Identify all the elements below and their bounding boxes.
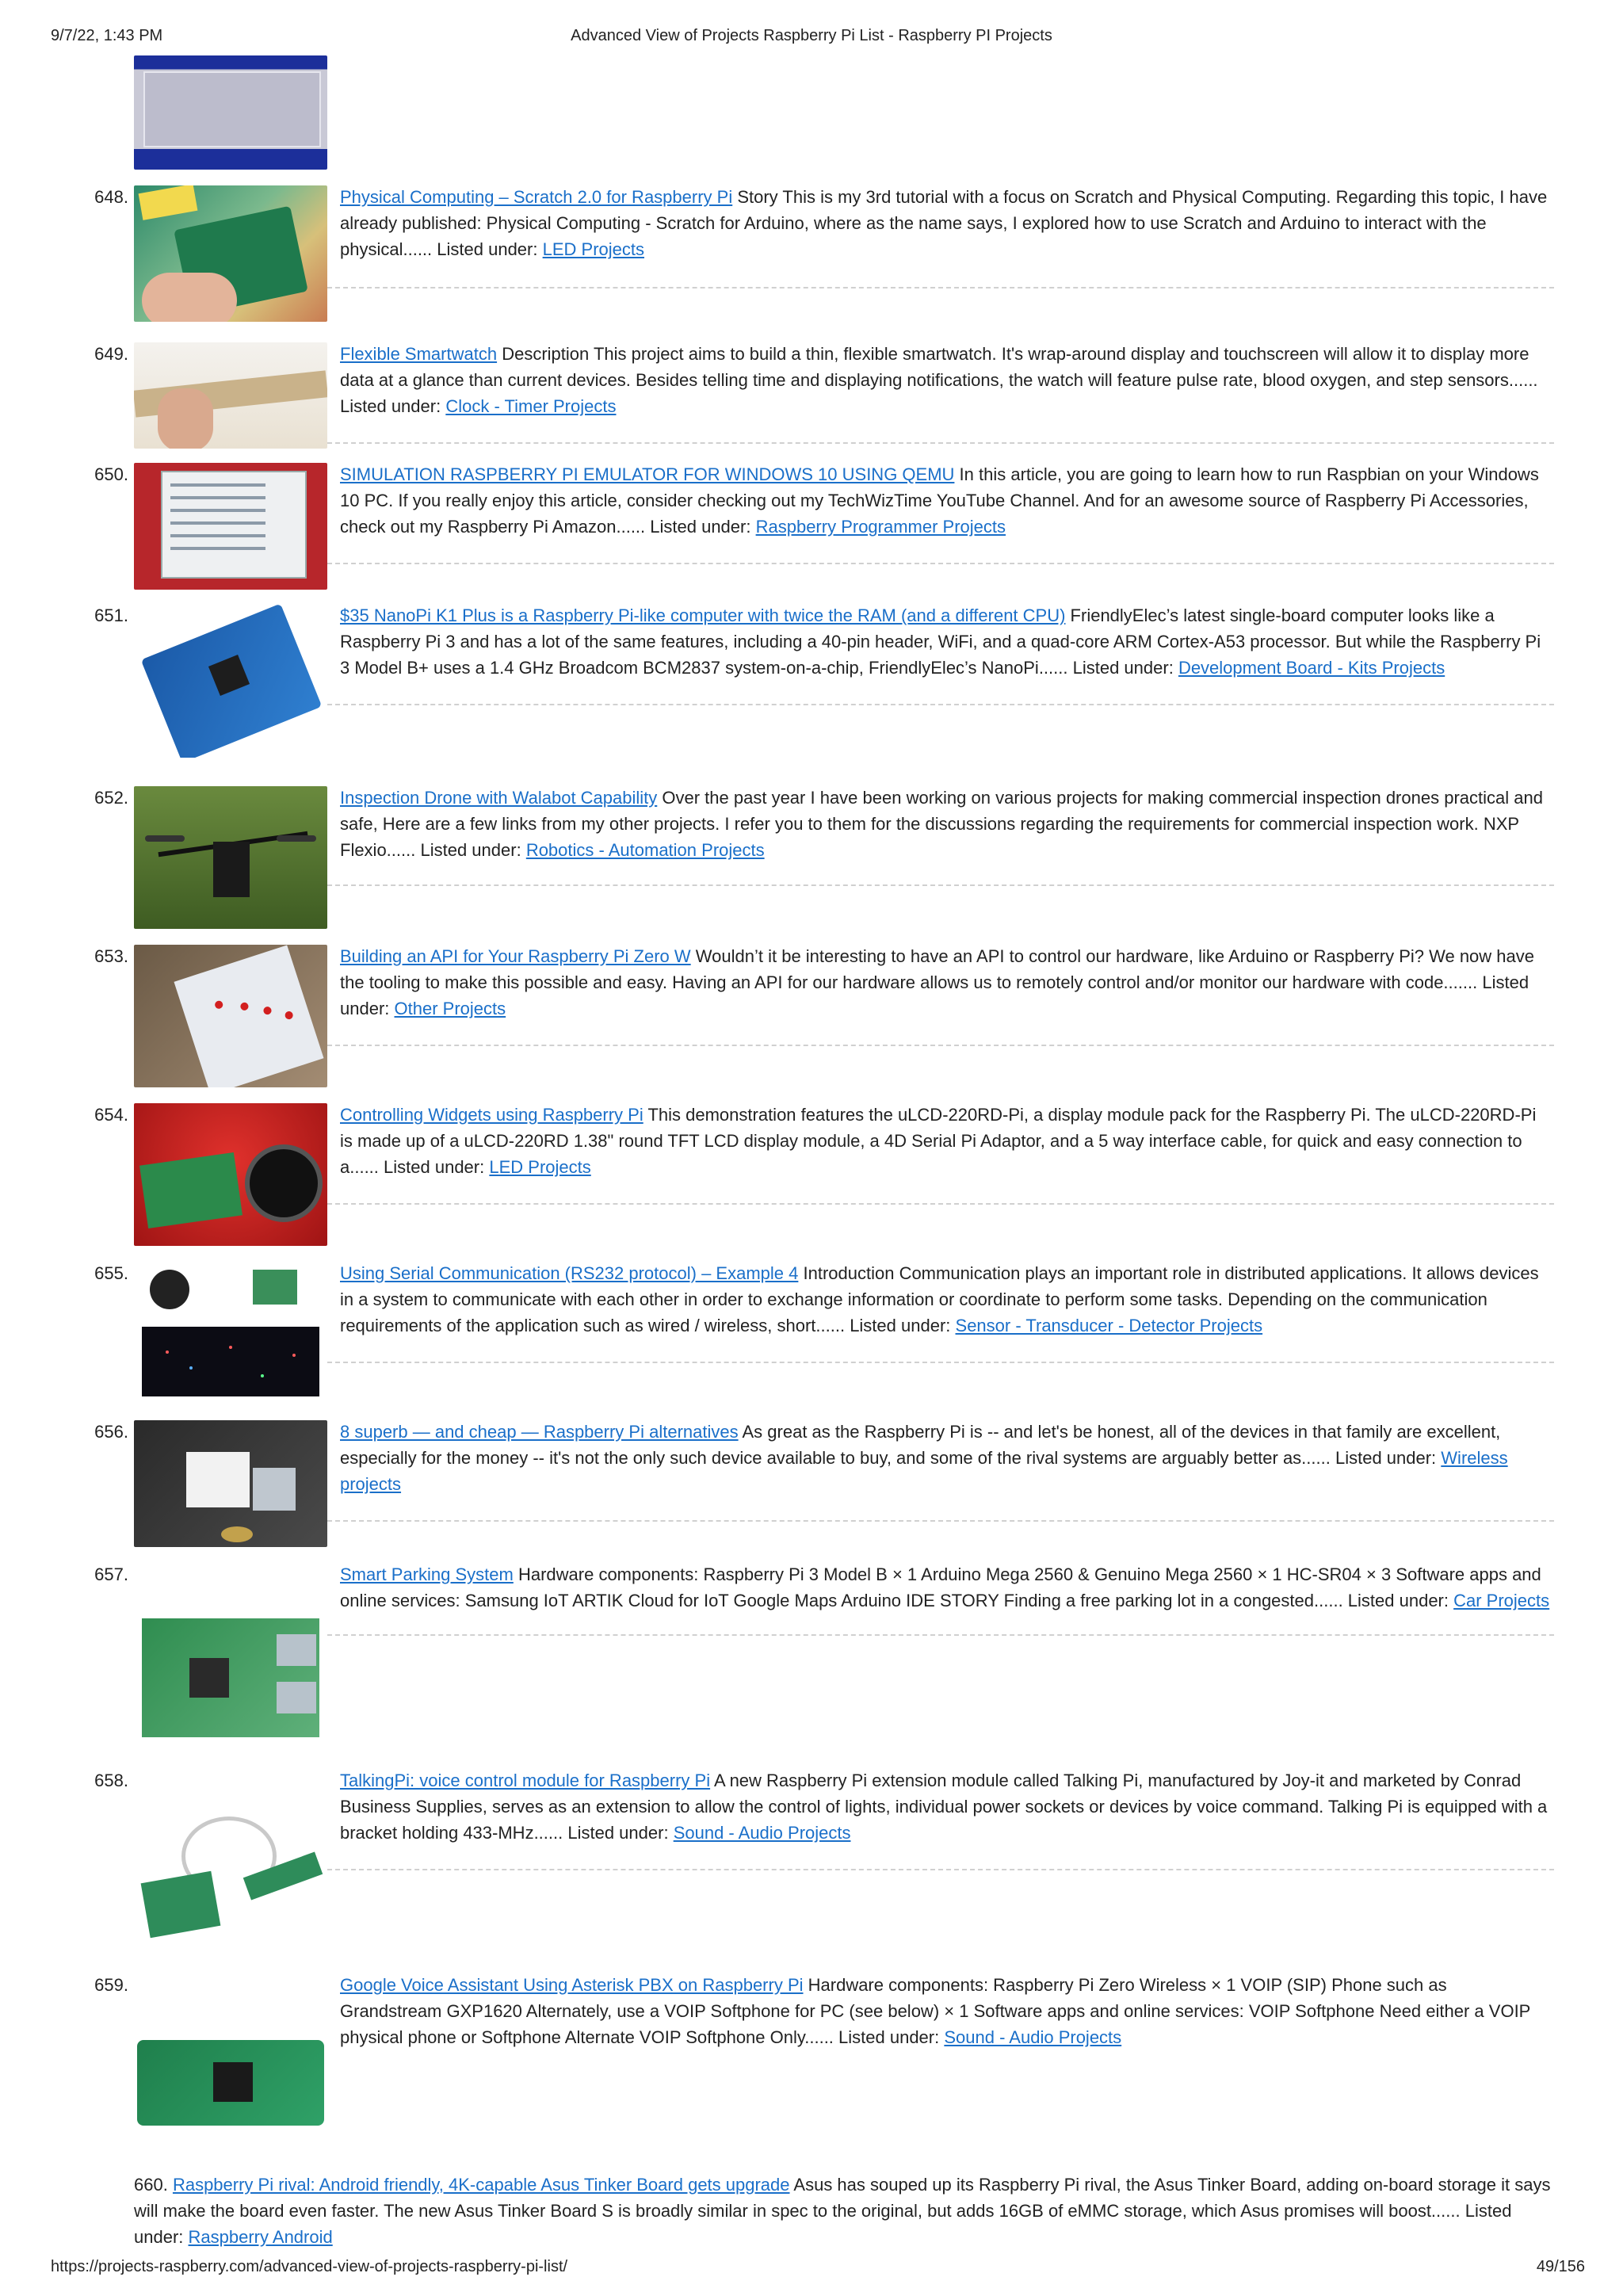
project-link[interactable]: $35 NanoPi K1 Plus is a Raspberry Pi-like computer with twice the RAM (and a different CPU) — [340, 606, 1066, 625]
divider — [327, 442, 1554, 444]
item-number: 650. — [94, 464, 128, 484]
item-number: 658. — [94, 1771, 128, 1790]
category-link[interactable]: Raspberry Android — [188, 2227, 333, 2247]
category-link[interactable]: Development Board - Kits Projects — [1178, 658, 1445, 678]
thumbnail-image[interactable] — [134, 1769, 327, 1950]
item-text: $35 NanoPi K1 Plus is a Raspberry Pi-like computer with twice the RAM (and a different CPU) FriendlyElec’s latest single-board computer looks like a Raspberry Pi 3 and has a lot of the same features, including a 40-pin header, WiFi, and a quad-core ARM Cortex-A53 processor. But while the Raspberry Pi 3 Model B+ uses a 1.4 GHz Broadcom BCM2837 system-on-a-chip, FriendlyElec’s NanoPi...... Listed under: Development Board - Kits Projects — [340, 606, 1541, 678]
print-title: Advanced View of Projects Raspberry Pi List - Raspberry PI Projects — [571, 27, 1052, 44]
project-link[interactable]: Smart Parking System — [340, 1564, 514, 1584]
item-number: 653. — [94, 946, 128, 966]
item-text: Physical Computing – Scratch 2.0 for Raspberry Pi Story This is my 3rd tutorial with a focus on Scratch and Physical Computing. Regarding this topic, I have already published: Physical Computing - Scratch for Arduino, where as the name says, I explored how to use Scratch and Arduino to interact with the physical...... Listed under: LED Projects — [340, 187, 1548, 259]
item-number: 659. — [94, 1975, 128, 1995]
project-link[interactable]: Physical Computing – Scratch 2.0 for Raspberry Pi — [340, 187, 733, 207]
item-text: TalkingPi: voice control module for Raspberry Pi A new Raspberry Pi extension module called Talking Pi, manufactured by Joy-it and marketed by Conrad Business Supplies, serves as an extension to allow the control of lights, individual power sockets or devices by voice command. Talking Pi is equipped with a bracket holding 433-MHz...... Listed under: Sound - Audio Projects — [340, 1771, 1548, 1843]
divider — [327, 884, 1554, 886]
category-link[interactable]: LED Projects — [489, 1157, 591, 1177]
project-link[interactable]: 8 superb — and cheap — Raspberry Pi alternatives — [340, 1422, 739, 1442]
category-link[interactable]: Clock - Timer Projects — [445, 396, 617, 416]
category-link[interactable]: Car Projects — [1453, 1591, 1550, 1610]
divider — [327, 1045, 1554, 1046]
project-link[interactable]: Google Voice Assistant Using Asterisk PBX on Raspberry Pi — [340, 1975, 804, 1995]
item-number: 648. — [94, 187, 128, 207]
item-number: 654. — [94, 1105, 128, 1125]
page-number: 49/156 — [1536, 2258, 1585, 2275]
divider — [327, 1203, 1554, 1205]
thumbnail-image[interactable] — [134, 604, 327, 758]
category-link[interactable]: Other Projects — [394, 999, 506, 1018]
item-text: Inspection Drone with Walabot Capability Over the past year I have been working on various projects for making commercial inspection drones practical and safe, Here are a few links from my other projects. I refer you to them for the discussions regarding the requirements for commercial inspection work. NXP Flexio...... Listed under: Robotics - Automation Projects — [340, 788, 1543, 860]
item-number: 656. — [94, 1422, 128, 1442]
item-number: 652. — [94, 788, 128, 808]
item-text: Building an API for Your Raspberry Pi Zero W Wouldn’t it be interesting to have an API to control our hardware, like Arduino or Raspberry Pi? We now have the tooling to make this possible and easy. Having an API for our hardware allows us to remotely control and/or monitor our hardware with code....... Listed under: Other Projects — [340, 946, 1534, 1018]
print-url: https://projects-raspberry.com/advanced-view-of-projects-raspberry-pi-list/ — [51, 2258, 568, 2275]
thumbnail-image[interactable] — [134, 1103, 327, 1246]
category-link[interactable]: Sound - Audio Projects — [673, 1823, 851, 1843]
category-link[interactable]: Wireless projects — [340, 1448, 1508, 1494]
project-link[interactable]: Raspberry Pi rival: Android friendly, 4K-capable Asus Tinker Board gets upgrade — [172, 2175, 790, 2195]
thumbnail-image[interactable] — [134, 1973, 327, 2153]
thumbnail-image[interactable] — [134, 185, 327, 322]
project-link[interactable]: Using Serial Communication (RS232 protocol) – Example 4 — [340, 1263, 799, 1283]
divider — [327, 1634, 1554, 1636]
item-text: Controlling Widgets using Raspberry Pi This demonstration features the uLCD-220RD-Pi, a display module pack for the Raspberry Pi. The uLCD-220RD-Pi is made up of a uLCD-220RD 1.38" round TFT LCD display module, a 4D Serial Pi Adaptor, and a 5 way interface cable, for quick and easy connection to a...... Listed under: LED Projects — [340, 1105, 1537, 1177]
project-link[interactable]: Building an API for Your Raspberry Pi Zero W — [340, 946, 691, 966]
project-link[interactable]: Inspection Drone with Walabot Capability — [340, 788, 658, 808]
item-text: Google Voice Assistant Using Asterisk PBX on Raspberry Pi Hardware components: Raspberry Pi Zero Wireless × 1 VOIP (SIP) Phone such as Grandstream GXP1620 Alternately, use a VOIP Softphone for PC (see below) × 1 Software apps and online services: VOIP Softphone Need either a VOIP physical phone or Softphone Alternate VOIP Softphone Only...... Listed under: Sound - Audio Projects — [340, 1975, 1530, 2047]
thumbnail-image[interactable] — [134, 1420, 327, 1547]
thumbnail-image[interactable] — [134, 463, 327, 590]
divider — [327, 1362, 1554, 1363]
item-number: 655. — [94, 1263, 128, 1283]
thumbnail-image[interactable] — [134, 342, 327, 449]
thumbnail-image[interactable] — [134, 786, 327, 929]
divider — [327, 1520, 1554, 1522]
thumbnail-image[interactable] — [134, 1563, 327, 1752]
item-number: 651. — [94, 606, 128, 625]
category-link[interactable]: LED Projects — [542, 239, 644, 259]
divider — [327, 704, 1554, 705]
item-text: Flexible Smartwatch Description This project aims to build a thin, flexible smartwatch. It's wrap-around display and touchscreen will allow it to display more data at a glance than current devices. Besides telling time and displaying notifications, the watch will feature pulse rate, blood oxygen, and step sensors...... Listed under: Clock - Timer Projects — [340, 344, 1538, 416]
divider — [327, 1869, 1554, 1870]
item-number: 657. — [94, 1564, 128, 1584]
category-link[interactable]: Sensor - Transducer - Detector Projects — [955, 1316, 1263, 1335]
item-text: Using Serial Communication (RS232 protocol) – Example 4 Introduction Communication plays an important role in distributed applications. It allows devices in a system to communicate with each other in order to exchange information or coordinate to perform some tasks. Depending on the communication requirements of the application such as wired / wireless, short...... Listed under: Sensor - Transducer - Detector Projects — [340, 1263, 1539, 1335]
item-number: 660. — [134, 2175, 168, 2195]
item-text: Smart Parking System Hardware components: Raspberry Pi 3 Model B × 1 Arduino Mega 2560 & Genuino Mega 2560 × 1 HC-SR04 × 3 Software apps and online services: Samsung IoT ARTIK Cloud for IoT Google Maps Arduino IDE STORY Finding a free parking lot in a congested...... Listed under: Car Projects — [340, 1564, 1550, 1610]
category-link[interactable]: Raspberry Programmer Projects — [755, 517, 1006, 537]
item-text: SIMULATION RASPBERRY PI EMULATOR FOR WINDOWS 10 USING QEMU In this article, you are going to learn how to run Raspbian on your Windows 10 PC. If you really enjoy this article, consider checking out my TechWizTime YouTube Channel. And for an awesome source of Raspberry Pi Accessories, check out my Raspberry Pi Amazon...... Listed under: Raspberry Programmer Projects — [340, 464, 1539, 537]
project-link[interactable]: Flexible Smartwatch — [340, 344, 498, 364]
thumbnail-image[interactable] — [134, 1262, 327, 1404]
category-link[interactable]: Sound - Audio Projects — [944, 2027, 1122, 2047]
item-text: 660. Raspberry Pi rival: Android friendly, 4K-capable Asus Tinker Board gets upgrade Asus has souped up its Raspberry Pi rival, the Asus Tinker Board, adding on-board storage it says will make the board even faster. The new Asus Tinker Board S is broadly similar in spec to the original, but adds 16GB of eMMC storage, which Asus promises will boost...... Listed under: Raspberry Android — [134, 2175, 1551, 2247]
print-date: 9/7/22, 1:43 PM — [51, 27, 163, 44]
project-link[interactable]: SIMULATION RASPBERRY PI EMULATOR FOR WINDOWS 10 USING QEMU — [340, 464, 955, 484]
item-text: 8 superb — and cheap — Raspberry Pi alternatives As great as the Raspberry Pi is -- and let's be honest, all of the devices in that family are excellent, especially for the money -- it's not the only such device available to buy, and some of the rival systems are arguably better as...... Listed under: Wireless projects — [340, 1422, 1508, 1494]
project-link[interactable]: TalkingPi: voice control module for Raspberry Pi — [340, 1771, 711, 1790]
thumbnail-image[interactable] — [134, 945, 327, 1087]
item-number: 649. — [94, 344, 128, 364]
project-link[interactable]: Controlling Widgets using Raspberry Pi — [340, 1105, 643, 1125]
divider — [327, 287, 1554, 288]
divider — [327, 563, 1554, 564]
category-link[interactable]: Robotics - Automation Projects — [525, 840, 765, 860]
thumbnail-image[interactable] — [134, 55, 327, 170]
